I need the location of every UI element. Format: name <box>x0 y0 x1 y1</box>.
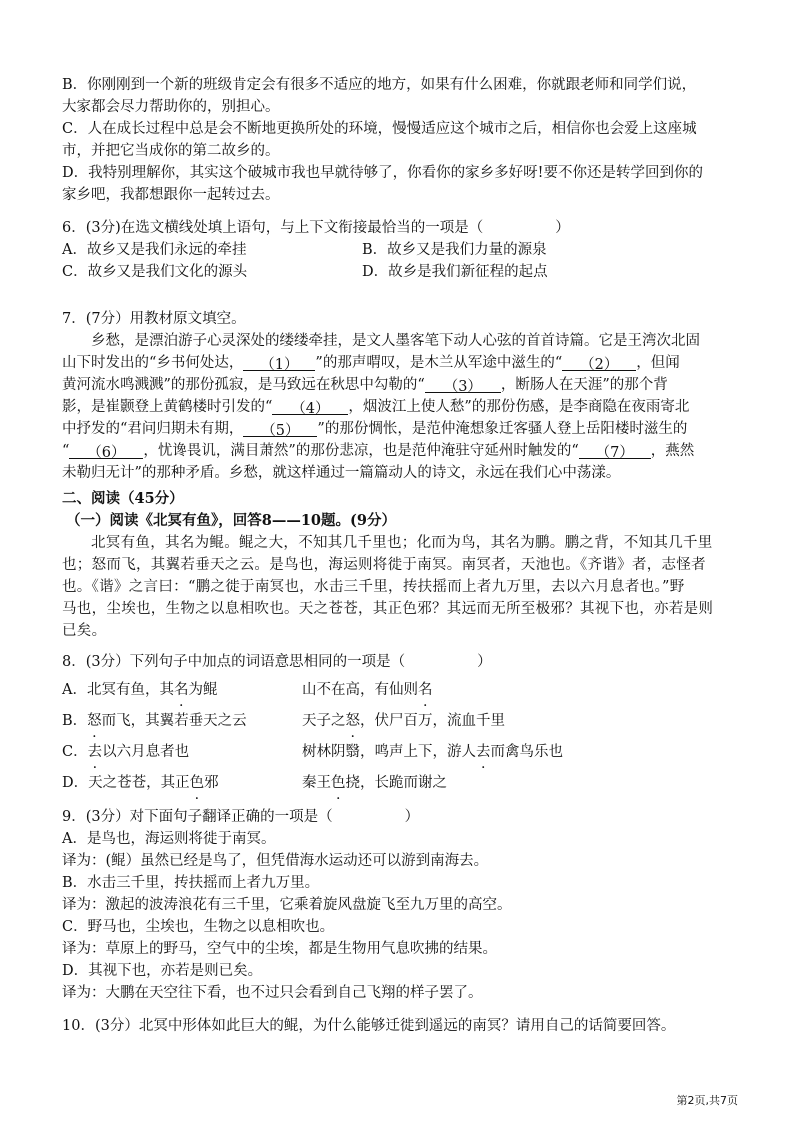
q7-line-7: 未勒归无计”的那种矛盾。乡愁，就这样通过一篇篇动人的诗文，永远在我们心中荡漾。 <box>62 465 621 481</box>
q9-option-c-translation: 译为：草原上的野马，空气中的尘埃，都是生物用气息吹拂的结果。 <box>62 941 497 957</box>
q7-stem: 7．(7分）用教材原文填空。 <box>62 311 246 327</box>
q7-line-2: 山下时发出的“乡书何处达， （1） ”的那声喟叹，是木兰从军途中滋生的“ （2） ，但闻 <box>62 355 680 373</box>
section-reading <box>62 488 742 642</box>
question-6 <box>62 217 742 283</box>
q7-line-3: 黄河流水鸣溅溅”的那份孤寂，是马致远在秋思中勾勒的“ （3） ，断肠人在天涯”的那个背 <box>62 377 668 395</box>
q9-option-a-translation: 译为：(鲲）虽然已经是鸟了，但凭借海水运动还可以游到南海去。 <box>62 853 489 869</box>
q7-line-6: “ （6） ，忧谗畏讥，满目萧然”的那份悲凉，也是范仲淹驻守延州时触发的“ （7） ，燕然 <box>62 443 695 461</box>
dotted-word: 色 <box>189 775 205 791</box>
q8-option-a: A．北冥有鱼，其名为鲲 山不在高，有仙则名 <box>62 682 433 698</box>
dotted-word: 去 <box>476 744 491 760</box>
q8-option-d: D．天之苍苍，其正色邪 秦王色挠，长跪而谢之 <box>62 775 447 791</box>
question-8 <box>62 651 742 794</box>
section-title: 二、阅读（45分） <box>62 490 184 507</box>
q9-stem: 9．(3分）对下面句子翻译正确的一项是（ ） <box>62 809 420 825</box>
q5-option-b-line2: 大家都会尽力帮助你的，别担心。 <box>62 99 280 115</box>
q6-option-a: A．故乡又是我们永远的牵挂 <box>62 242 247 258</box>
q5-option-d-line2: 家乡吧，我都想跟你一起转过去。 <box>62 187 280 203</box>
q9-option-c: C．野马也，尘埃也，生物之以息相吹也。 <box>62 919 335 935</box>
dotted-word: 色 <box>331 775 346 791</box>
q6-option-d: D．故乡是我们新征程的起点 <box>362 264 548 280</box>
q6-option-b: B．故乡又是我们力量的源泉 <box>362 242 547 258</box>
passage-line-3: 也。《谐》之言曰：“鹏之徙于南冥也，水击三千里，抟扶摇而上者九万里，去以六月息者也。”野 <box>62 579 685 595</box>
q5-options <box>62 74 742 206</box>
q7-line-1: 乡愁，是漂泊游子心灵深处的缕缕牵挂，是文人墨客笔下动人心弦的首首诗篇。它是王湾次北固 <box>91 333 700 349</box>
q7-blank-5[interactable]: （5） <box>243 420 317 437</box>
dotted-word: 名 <box>173 682 189 698</box>
page-number: 第2页,共7页 <box>676 1094 738 1107</box>
q10-stem: 10．(3分）北冥中形体如此巨大的鲲，为什么能够迁徙到遥远的南冥？请用自己的话简要回答。 <box>62 1018 676 1034</box>
q9-option-b-translation: 译为：激起的波涛浪花有三千里，它乘着旋风盘旋飞至九万里的高空。 <box>62 897 512 913</box>
q9-option-b: B．水击三千里，抟扶摇而上者九万里。 <box>62 875 320 891</box>
q7-line-5: 中抒发的“君问归期未有期， （5） ”的那份惆怅，是范仲淹想象迁客骚人登上岳阳楼时滋生的 <box>62 421 688 439</box>
q8-option-c: C．去以六月息者也 树林阴翳，鸣声上下，游人去而禽鸟乐也 <box>62 744 563 760</box>
passage-line-4: 马也，尘埃也，生物之以息相吹也。天之苍苍，其正色邪？其远而无所至极邪？其视下也，亦若是则 <box>62 601 714 617</box>
dotted-word: 怒 <box>87 713 102 729</box>
q6-option-c: C．故乡又是我们文化的源头 <box>62 264 248 280</box>
q5-option-c-line2: 市，并把它当成你的第二故乡的。 <box>62 143 280 159</box>
question-7 <box>62 308 742 484</box>
q7-blank-4[interactable]: （4） <box>272 398 348 415</box>
q9-option-d: D．其视下也，亦若是则已矣。 <box>62 963 263 979</box>
dotted-word: 名 <box>418 682 433 698</box>
q7-blank-3[interactable]: （3） <box>425 376 501 393</box>
question-9 <box>62 806 742 1004</box>
q5-option-c-line1: C．人在成长过程中总是会不断地更换所处的环境，慢慢适应这个城市之后，相信你也会爱上这座城 <box>62 121 697 137</box>
q7-blank-7[interactable]: （7） <box>579 442 651 459</box>
q6-row-cd <box>62 261 742 283</box>
q6-stem: 6．(3分)在选文横线处填上语句，与上下文衔接最恰当的一项是（ ） <box>62 220 570 236</box>
question-10 <box>62 1015 742 1037</box>
dotted-word: 怒 <box>345 713 360 729</box>
passage-line-2: 也；怒而飞，其翼若垂天之云。是鸟也，海运则将徙于南冥。南冥者，天池也。《齐谐》者，志怪者 <box>62 557 706 573</box>
passage-line-5: 已矣。 <box>62 623 107 639</box>
passage-line-1: 北冥有鱼，其名为鲲。鲲之大，不知其几千里也；化而为鸟，其名为鹏。鹏之背，不知其几千里 <box>91 535 713 551</box>
section-subtitle: （一）阅读《北冥有鱼》，回答8——10题。(9分） <box>66 512 396 529</box>
q9-option-d-translation: 译为：大鹏在天空往下看，也不过只会看到自己飞翔的样子罢了。 <box>62 985 483 1001</box>
q7-blank-6[interactable]: （6） <box>69 442 143 459</box>
q9-option-a: A．是鸟也，海运则将徙于南冥。 <box>62 831 276 847</box>
q7-blank-1[interactable]: （1） <box>243 354 315 371</box>
dotted-word: 去 <box>87 744 103 760</box>
q8-stem: 8．(3分）下列句子中加点的词语意思相同的一项是（ ） <box>62 654 492 670</box>
q7-line-4: 影，是崔颢登上黄鹤楼时引发的“ （4） ，烟波江上使人愁”的那份伤感，是李商隐在夜雨寄北 <box>62 399 690 417</box>
q6-row-ab <box>62 239 742 261</box>
q8-option-b: B．怒而飞，其翼若垂天之云 天子之怒，伏尸百万，流血千里 <box>62 713 505 729</box>
q5-option-d-line1: D．我特别理解你，其实这个破城市我也早就待够了，你看你的家乡多好呀!要不你还是转学回到你的 <box>62 165 703 181</box>
q5-option-b-line1: B．你刚刚到一个新的班级肯定会有很多不适应的地方，如果有什么困难，你就跟老师和同学们说， <box>62 77 697 93</box>
q7-blank-2[interactable]: （2） <box>562 354 636 371</box>
